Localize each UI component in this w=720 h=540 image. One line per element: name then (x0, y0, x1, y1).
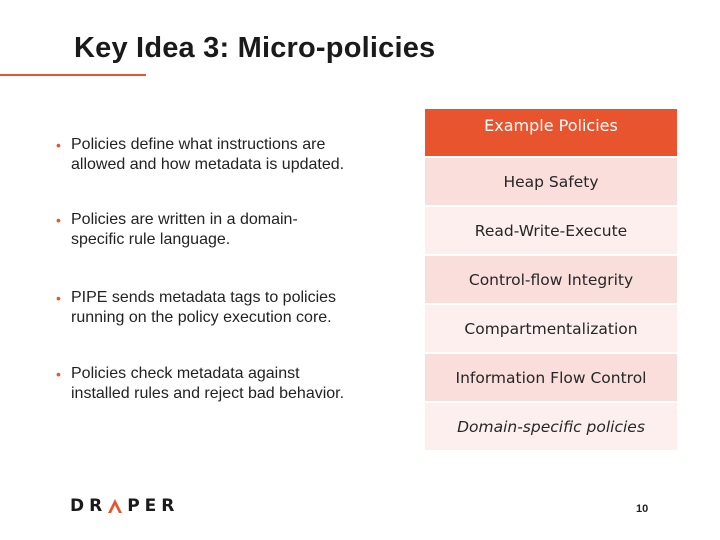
logo-a-chevron-icon (108, 499, 122, 513)
title-underline (0, 74, 146, 76)
bullet-line: installed rules and reject bad behavior. (71, 385, 345, 402)
bullet-line: specific rule language. (71, 231, 231, 248)
bullet-line: Policies check metadata against (71, 365, 300, 382)
bullet-item (56, 364, 396, 404)
policy-row-read-write-execute: Read-Write-Execute (425, 207, 677, 254)
bullet-item (56, 210, 396, 250)
policy-row-domain-specific: Domain-specific policies (425, 403, 677, 450)
page-number: 10 (636, 503, 649, 515)
draper-logo (70, 496, 179, 516)
bullet-line: allowed and how metadata is updated. (71, 156, 345, 173)
bullet-marker: • (56, 212, 61, 228)
slide-title: Key Idea 3: Micro-policies (74, 32, 436, 64)
bullet-item (56, 288, 396, 328)
bullet-item (56, 135, 396, 175)
bullet-marker: • (56, 290, 61, 306)
bullet-line: PIPE sends metadata tags to policies (71, 289, 337, 306)
policy-row-information-flow-control: Information Flow Control (425, 354, 677, 401)
bullet-marker: • (56, 366, 61, 382)
policy-row-control-flow-integrity: Control-flow Integrity (425, 256, 677, 303)
bullet-line: running on the policy execution core. (71, 309, 332, 326)
policy-row-compartmentalization: Compartmentalization (425, 305, 677, 352)
bullet-line: Policies are written in a domain- (71, 211, 298, 228)
policies-table-header: Example Policies (425, 109, 677, 156)
example-policies-table (425, 109, 677, 452)
logo-text-end: PER (127, 496, 180, 516)
bullet-marker: • (56, 137, 61, 153)
bullet-line: Policies define what instructions are (71, 136, 326, 153)
policy-row-heap-safety: Heap Safety (425, 158, 677, 205)
logo-text-start: DR (70, 496, 108, 516)
